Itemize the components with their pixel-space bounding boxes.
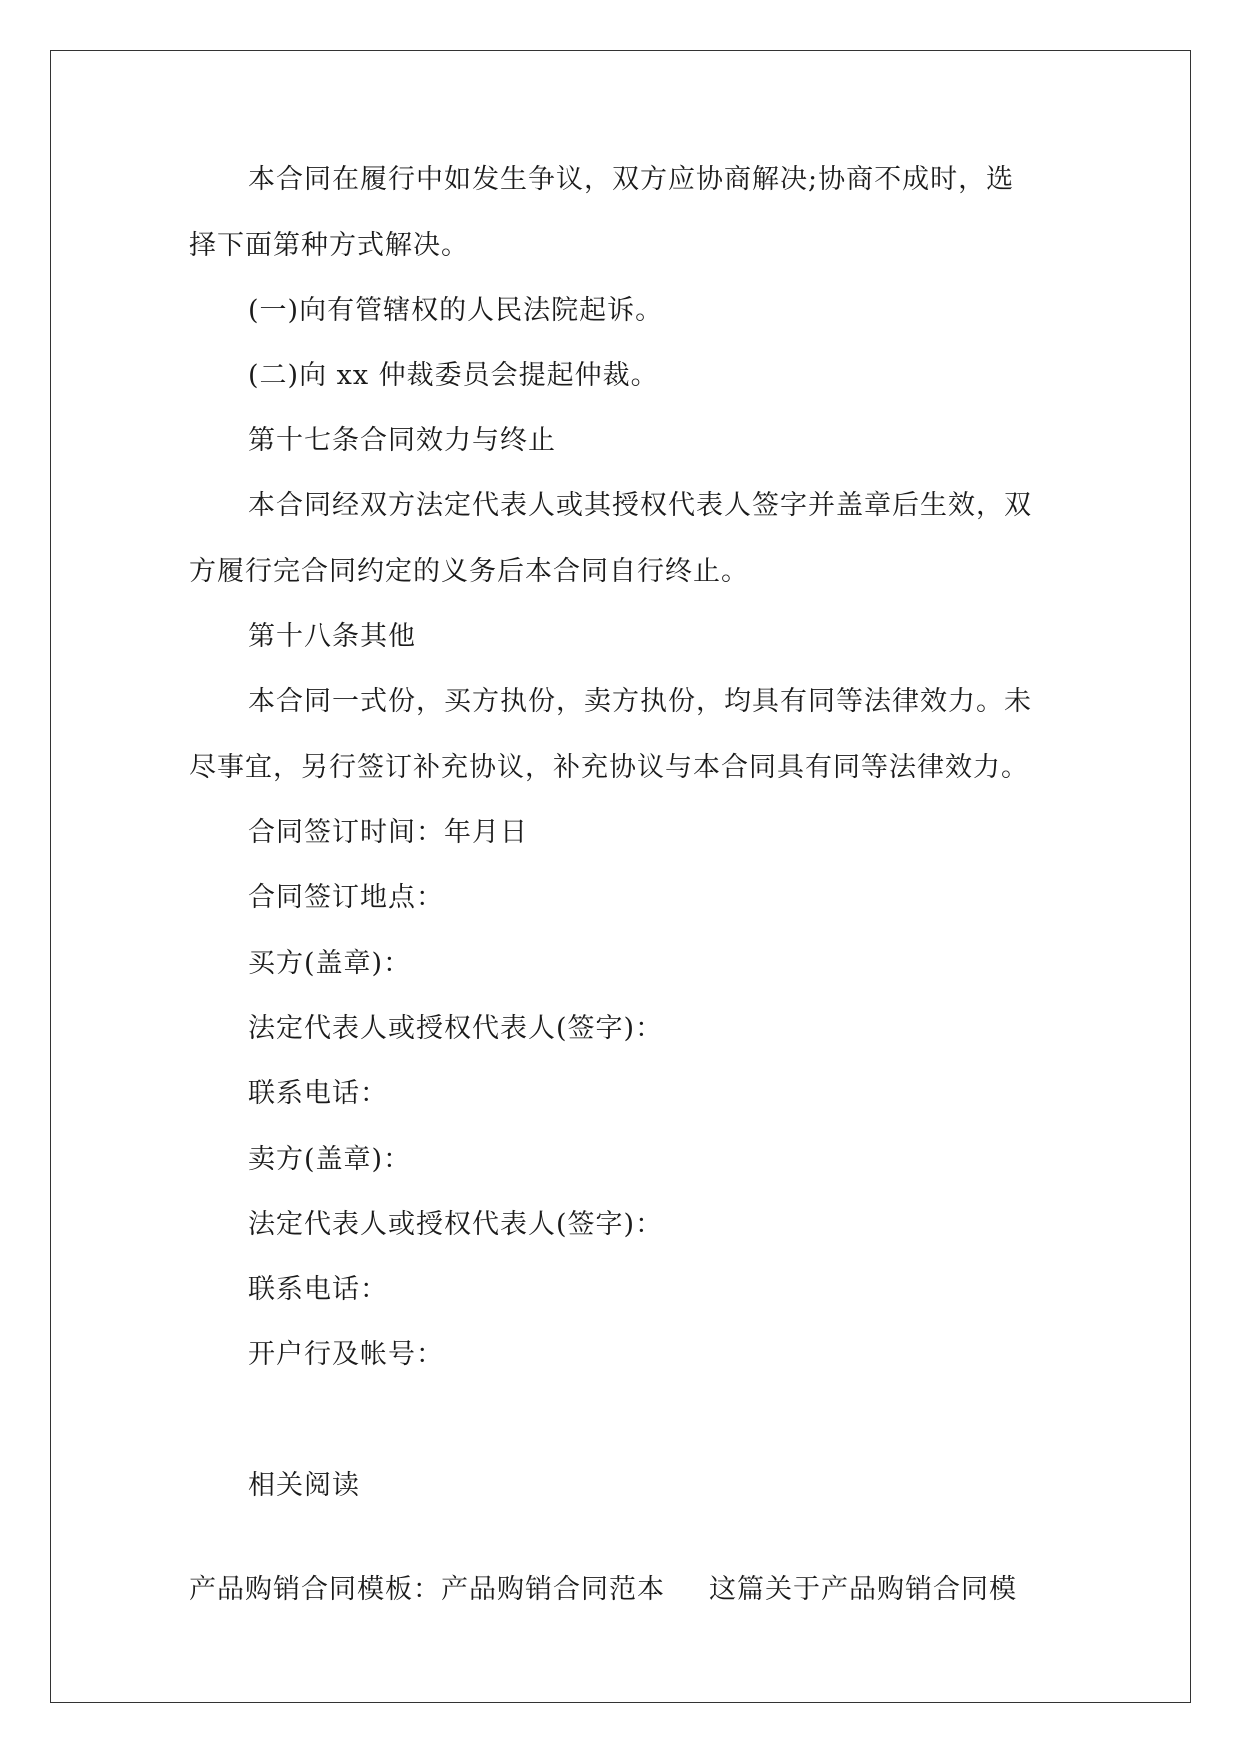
signing-date: 合同签订时间：年月日: [248, 817, 528, 848]
related-article-title[interactable]: 产品购销合同模板：产品购销合同范本: [189, 1574, 665, 1605]
article-17-heading: 第十七条合同效力与终止: [248, 425, 556, 456]
option-court: (一)向有管辖权的人民法院起诉。: [248, 295, 664, 326]
related-article-link[interactable]: [189, 1572, 1017, 1608]
seller-representative: 法定代表人或授权代表人(签字)：: [248, 1209, 664, 1240]
signing-place: 合同签订地点：: [248, 882, 444, 913]
related-article-desc: 这篇关于产品购销合同模: [709, 1574, 1017, 1605]
buyer-representative: 法定代表人或授权代表人(签字)：: [248, 1013, 664, 1044]
buyer-seal: 买方(盖章)：: [248, 948, 412, 979]
copies-paragraph-line-2: 尽事宜，另行签订补充协议，补充协议与本合同具有同等法律效力。: [189, 752, 1029, 783]
seller-phone: 联系电话：: [248, 1274, 388, 1305]
copies-paragraph-line-1: 本合同一式份，买方执份，卖方执份，均具有同等法律效力。未: [248, 686, 1032, 717]
seller-bank-account: 开户行及帐号：: [248, 1339, 444, 1370]
article-18-heading: 第十八条其他: [248, 621, 416, 652]
dispute-paragraph-line-1: 本合同在履行中如发生争议，双方应协商解决;协商不成时，选: [248, 164, 1015, 195]
seller-seal: 卖方(盖章)：: [248, 1144, 412, 1175]
dispute-paragraph-line-2: 择下面第种方式解决。: [189, 230, 469, 261]
option-arbitration: (二)向 xx 仲裁委员会提起仲裁。: [248, 360, 659, 391]
validity-paragraph-line-1: 本合同经双方法定代表人或其授权代表人签字并盖章后生效，双: [248, 490, 1032, 521]
validity-paragraph-line-2: 方履行完合同约定的义务后本合同自行终止。: [189, 556, 749, 587]
buyer-phone: 联系电话：: [248, 1078, 388, 1109]
related-reading-heading: 相关阅读: [248, 1470, 360, 1501]
